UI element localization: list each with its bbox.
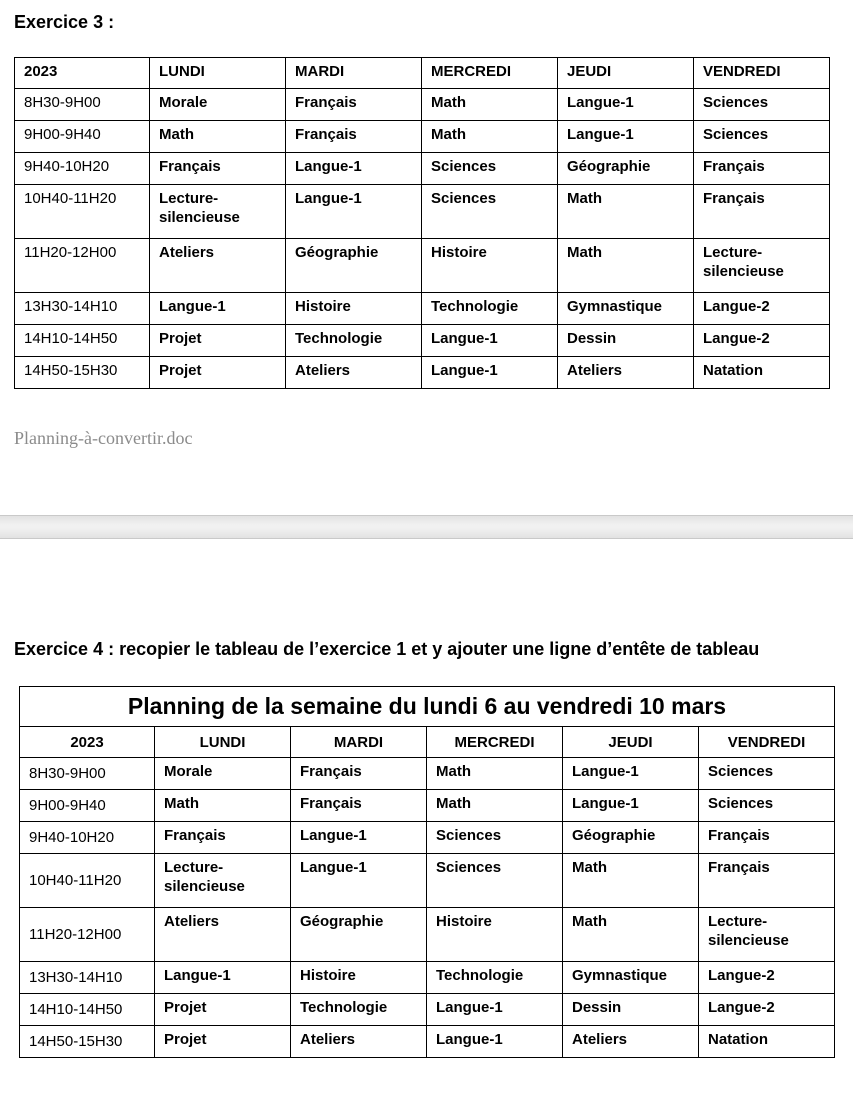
subject-cell: Dessin <box>563 994 699 1026</box>
column-header: VENDREDI <box>699 727 835 758</box>
subject-cell: Projet <box>155 994 291 1026</box>
subject-cell: Math <box>150 121 286 153</box>
time-cell: 8H30-9H00 <box>20 758 155 790</box>
subject-cell: Français <box>694 153 830 185</box>
column-header: MERCREDI <box>422 58 558 89</box>
subject-cell: Langue-1 <box>558 89 694 121</box>
table-row <box>20 854 835 908</box>
subject-cell: Technologie <box>286 325 422 357</box>
subject-cell: Langue-2 <box>694 325 830 357</box>
subject-cell: Géographie <box>558 153 694 185</box>
subject-cell: Sciences <box>699 758 835 790</box>
table-row <box>20 822 835 854</box>
subject-cell: Math <box>563 854 699 908</box>
subject-cell: Natation <box>694 357 830 389</box>
subject-cell: Histoire <box>422 239 558 293</box>
column-header: JEUDI <box>563 727 699 758</box>
subject-cell: Ateliers <box>563 1026 699 1058</box>
subject-cell: Langue-1 <box>291 854 427 908</box>
table-header-row <box>20 727 835 758</box>
subject-cell: Histoire <box>427 908 563 962</box>
time-cell: 13H30-14H10 <box>20 962 155 994</box>
subject-cell: Langue-1 <box>563 790 699 822</box>
subject-cell: Lecture-silencieuse <box>155 854 291 908</box>
subject-cell: Langue-1 <box>563 758 699 790</box>
document-page <box>0 12 853 1106</box>
column-header: MARDI <box>291 727 427 758</box>
column-header: MARDI <box>286 58 422 89</box>
table-row <box>15 121 830 153</box>
subject-cell: Ateliers <box>286 357 422 389</box>
subject-cell: Dessin <box>558 325 694 357</box>
time-cell: 9H00-9H40 <box>20 790 155 822</box>
time-cell: 14H10-14H50 <box>20 994 155 1026</box>
column-header: MERCREDI <box>427 727 563 758</box>
subject-cell: Français <box>286 121 422 153</box>
subject-cell: Langue-1 <box>155 962 291 994</box>
subject-cell: Géographie <box>563 822 699 854</box>
table-row <box>20 790 835 822</box>
table-row <box>15 293 830 325</box>
subject-cell: Gymnastique <box>563 962 699 994</box>
table-row <box>20 994 835 1026</box>
subject-cell: Français <box>291 758 427 790</box>
subject-cell: Histoire <box>286 293 422 325</box>
subject-cell: Français <box>286 89 422 121</box>
exercise3-timetable <box>14 57 830 389</box>
time-cell: 14H10-14H50 <box>15 325 150 357</box>
subject-cell: Français <box>150 153 286 185</box>
subject-cell: Ateliers <box>558 357 694 389</box>
page-separator <box>0 515 853 539</box>
subject-cell: Math <box>563 908 699 962</box>
subject-cell: Projet <box>150 325 286 357</box>
subject-cell: Langue-2 <box>694 293 830 325</box>
subject-cell: Math <box>422 89 558 121</box>
subject-cell: Français <box>291 790 427 822</box>
subject-cell: Projet <box>155 1026 291 1058</box>
table-row <box>15 89 830 121</box>
subject-cell: Langue-1 <box>427 1026 563 1058</box>
subject-cell: Lecture-silencieuse <box>699 908 835 962</box>
filename-caption: Planning-à-convertir.doc <box>14 428 193 448</box>
subject-cell: Technologie <box>291 994 427 1026</box>
subject-cell: Français <box>699 822 835 854</box>
subject-cell: Lecture-silencieuse <box>694 239 830 293</box>
column-header: 2023 <box>15 58 150 89</box>
column-header: LUNDI <box>150 58 286 89</box>
subject-cell: Géographie <box>291 908 427 962</box>
subject-cell: Technologie <box>427 962 563 994</box>
time-cell: 10H40-11H20 <box>15 185 150 239</box>
time-cell: 11H20-12H00 <box>15 239 150 293</box>
time-cell: 11H20-12H00 <box>20 908 155 962</box>
subject-cell: Géographie <box>286 239 422 293</box>
subject-cell: Histoire <box>291 962 427 994</box>
time-cell: 10H40-11H20 <box>20 854 155 908</box>
table-row <box>15 153 830 185</box>
subject-cell: Natation <box>699 1026 835 1058</box>
time-cell: 9H40-10H20 <box>15 153 150 185</box>
subject-cell: Math <box>427 758 563 790</box>
subject-cell: Sciences <box>694 89 830 121</box>
table-row <box>20 1026 835 1058</box>
subject-cell: Lecture-silencieuse <box>150 185 286 239</box>
subject-cell: Ateliers <box>155 908 291 962</box>
table-row <box>15 185 830 239</box>
table-body <box>20 758 835 1058</box>
column-header: JEUDI <box>558 58 694 89</box>
subject-cell: Ateliers <box>150 239 286 293</box>
subject-cell: Langue-1 <box>291 822 427 854</box>
subject-cell: Gymnastique <box>558 293 694 325</box>
time-cell: 9H40-10H20 <box>20 822 155 854</box>
subject-cell: Math <box>422 121 558 153</box>
subject-cell: Langue-2 <box>699 962 835 994</box>
subject-cell: Sciences <box>427 822 563 854</box>
table-row <box>20 962 835 994</box>
subject-cell: Langue-1 <box>150 293 286 325</box>
subject-cell: Math <box>558 185 694 239</box>
table-row <box>15 357 830 389</box>
subject-cell: Langue-1 <box>422 357 558 389</box>
table-row <box>15 325 830 357</box>
subject-cell: Français <box>155 822 291 854</box>
subject-cell: Sciences <box>422 153 558 185</box>
table-row <box>20 758 835 790</box>
subject-cell: Sciences <box>694 121 830 153</box>
time-cell: 14H50-15H30 <box>15 357 150 389</box>
time-cell: 9H00-9H40 <box>15 121 150 153</box>
subject-cell: Langue-2 <box>699 994 835 1026</box>
subject-cell: Math <box>155 790 291 822</box>
subject-cell: Sciences <box>427 854 563 908</box>
subject-cell: Math <box>558 239 694 293</box>
subject-cell: Langue-1 <box>558 121 694 153</box>
subject-cell: Français <box>699 854 835 908</box>
subject-cell: Ateliers <box>291 1026 427 1058</box>
time-cell: 14H50-15H30 <box>20 1026 155 1058</box>
table-title-row <box>20 687 835 727</box>
subject-cell: Morale <box>150 89 286 121</box>
exercise4-timetable <box>19 686 835 1058</box>
subject-cell: Sciences <box>422 185 558 239</box>
subject-cell: Morale <box>155 758 291 790</box>
subject-cell: Langue-1 <box>427 994 563 1026</box>
time-cell: 8H30-9H00 <box>15 89 150 121</box>
table-title: Planning de la semaine du lundi 6 au vendredi 10 mars <box>20 687 835 727</box>
time-cell: 13H30-14H10 <box>15 293 150 325</box>
table-body <box>15 89 830 389</box>
exercise3-heading: Exercice 3 : <box>14 12 115 32</box>
subject-cell: Français <box>694 185 830 239</box>
table-row <box>15 239 830 293</box>
column-header: LUNDI <box>155 727 291 758</box>
subject-cell: Langue-1 <box>286 185 422 239</box>
subject-cell: Langue-1 <box>286 153 422 185</box>
table-header-row <box>15 58 830 89</box>
subject-cell: Sciences <box>699 790 835 822</box>
subject-cell: Math <box>427 790 563 822</box>
table-row <box>20 908 835 962</box>
subject-cell: Technologie <box>422 293 558 325</box>
subject-cell: Projet <box>150 357 286 389</box>
column-header: 2023 <box>20 727 155 758</box>
column-header: VENDREDI <box>694 58 830 89</box>
subject-cell: Langue-1 <box>422 325 558 357</box>
exercise4-heading: Exercice 4 : recopier le tableau de l’exercice 1 et y ajouter une ligne d’entête de tableau <box>14 639 760 659</box>
